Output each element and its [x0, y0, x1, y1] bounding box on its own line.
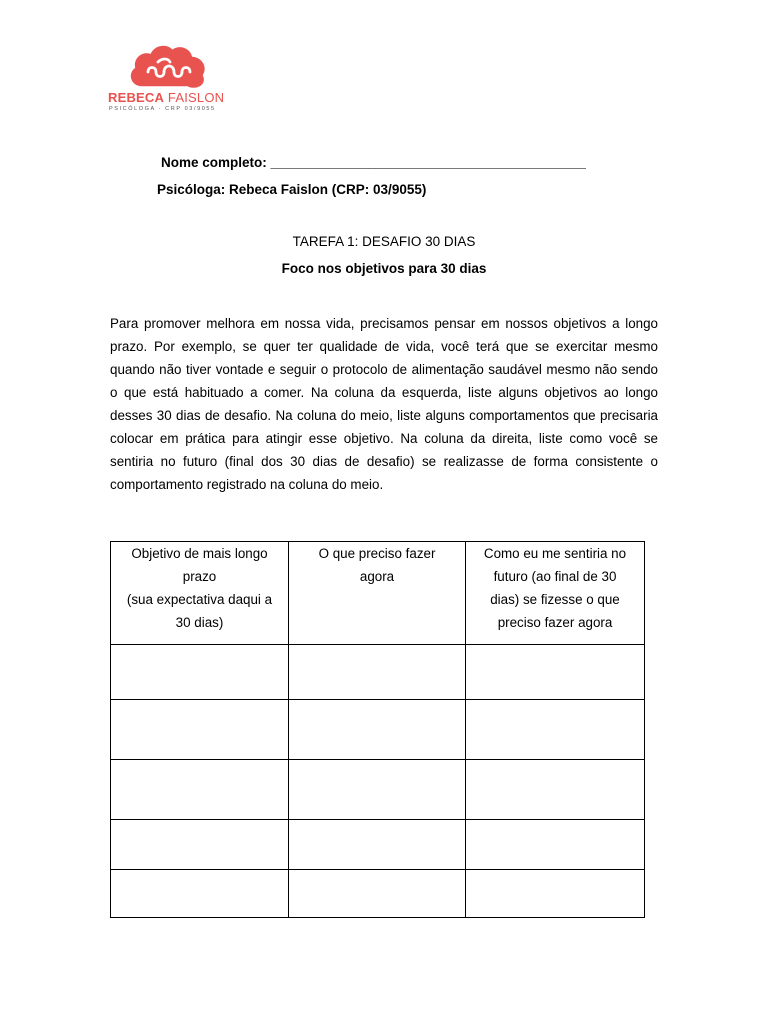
- table-cell-goal[interactable]: [111, 760, 289, 820]
- logo-subtitle: PSICÓLOGA · CRP 03/9055: [109, 106, 216, 112]
- column-header-action: O que preciso fazer agora: [289, 542, 466, 645]
- table-cell-action[interactable]: [289, 760, 466, 820]
- table-cell-feeling[interactable]: [466, 700, 645, 760]
- table-cell-feeling[interactable]: [466, 760, 645, 820]
- table-cell-action[interactable]: [289, 645, 466, 700]
- table-cell-action[interactable]: [289, 700, 466, 760]
- task-title: TAREFA 1: DESAFIO 30 DIAS: [292, 234, 476, 249]
- table-cell-goal[interactable]: [111, 870, 289, 918]
- cloud-brain-icon: [128, 42, 208, 90]
- psychologist-line: Psicóloga: Rebeca Faislon (CRP: 03/9055): [157, 182, 427, 197]
- table-cell-goal[interactable]: [111, 645, 289, 700]
- instructions-paragraph: Para promover melhora em nossa vida, precisamos pensar em nossos objetivos a longo prazo. Por exemplo, se quer ter qualidade de vida, você terá que se exercitar mesmo quando não tiver vontade e seguir o protocolo de alimentação saudável mesmo não sendo o que está habituado a comer. Na coluna da esquerda, liste alguns objetivos ao longo desses 30 dias de desafio. Na coluna do meio, liste alguns comportamentos que precisaria colocar em prática para atingir esse objetivo. Na coluna da direita, liste como você se sentiria no futuro (final dos 30 dias de desafio) se realizasse de forma consistente o comportamento registrado na coluna do meio.: [110, 316, 658, 492]
- table-row: [111, 870, 645, 918]
- table-cell-goal[interactable]: [111, 820, 289, 870]
- logo: [100, 38, 240, 118]
- table-cell-feeling[interactable]: [466, 645, 645, 700]
- table-cell-feeling[interactable]: [466, 870, 645, 918]
- table-row: [111, 645, 645, 700]
- name-field: Nome completo: __________________________________________: [161, 155, 586, 170]
- table-cell-action[interactable]: [289, 820, 466, 870]
- table-row: [111, 820, 645, 870]
- column-header-feeling: Como eu me sentiria no futuro (ao final de 30 dias) se fizesse o que preciso fazer agora: [466, 542, 645, 645]
- table-row: [111, 700, 645, 760]
- table-cell-feeling[interactable]: [466, 820, 645, 870]
- objectives-table: [110, 541, 645, 918]
- table-row: [111, 760, 645, 820]
- table-cell-action[interactable]: [289, 870, 466, 918]
- task-subtitle: Foco nos objetivos para 30 dias: [281, 261, 487, 276]
- column-header-goal: Objetivo de mais longo prazo (sua expectativa daqui a 30 dias): [111, 542, 289, 645]
- table-header-row: [111, 542, 645, 645]
- logo-name: REBECA FAISLON: [108, 90, 225, 105]
- table-cell-goal[interactable]: [111, 700, 289, 760]
